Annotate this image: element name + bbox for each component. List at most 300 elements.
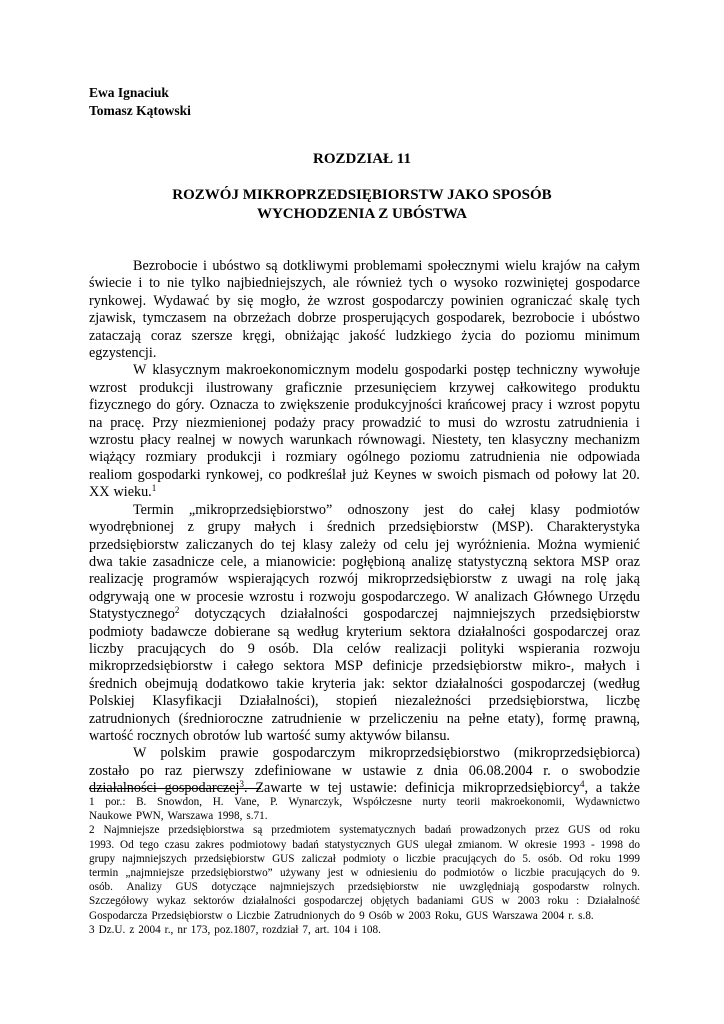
- word: sektor: [392, 675, 428, 692]
- word: gospodarczej$^3$.: [164, 779, 248, 797]
- word: i: [222, 658, 227, 675]
- chapter-number: ROZDZIAŁ 11: [313, 151, 411, 167]
- word: Dz.U.: [98, 923, 126, 936]
- word: -: [590, 838, 595, 851]
- word: w: [341, 762, 352, 779]
- word: wzrostu: [249, 588, 295, 605]
- word: definicje: [372, 658, 423, 675]
- word: „najmniejsze: [125, 867, 184, 880]
- word: wymienić: [584, 536, 640, 553]
- body-line: [89, 328, 640, 345]
- word: bilansu.: [405, 727, 450, 744]
- word: świecie: [89, 275, 132, 292]
- word: rozwiniętej: [504, 275, 569, 292]
- word: do: [628, 838, 640, 851]
- word: 1998: [600, 838, 623, 851]
- footnote-marker: 4: [579, 779, 585, 790]
- word: działalności: [242, 895, 296, 908]
- word: pogłębioną: [342, 553, 406, 570]
- word: i: [635, 414, 640, 431]
- word: odniesieniu: [365, 867, 418, 880]
- word: wspierania: [518, 640, 580, 657]
- word: Głównego: [533, 588, 593, 605]
- word: przez: [534, 824, 560, 837]
- word: obrotów: [193, 727, 241, 744]
- word: na: [213, 310, 227, 327]
- word: Vane,: [234, 796, 260, 808]
- body-line: [89, 641, 640, 658]
- word: dotyczących: [194, 606, 266, 623]
- word: pracy: [322, 414, 355, 431]
- word: obniżając: [284, 327, 340, 344]
- word: klasy: [530, 501, 561, 518]
- word: przedsiębiorstw: [347, 881, 419, 894]
- word: coraz: [150, 327, 182, 344]
- word: o: [226, 909, 233, 922]
- body-line: [89, 484, 640, 501]
- word: klasy: [302, 536, 333, 553]
- chapter-title: [0, 186, 724, 224]
- word: realiom: [89, 466, 133, 483]
- word: o: [439, 275, 447, 292]
- word: obrzeżach: [233, 310, 291, 327]
- word: podmiotowy: [229, 838, 287, 851]
- word: (według: [593, 675, 640, 692]
- word: według: [296, 623, 339, 640]
- word: prowadzonych: [460, 824, 527, 837]
- body-line: [89, 537, 640, 554]
- word: również: [356, 275, 402, 292]
- word: one: [154, 588, 175, 605]
- word: produktu: [588, 379, 640, 396]
- word: Polskiej: [89, 693, 135, 710]
- word: najbiedniejszych,: [227, 275, 326, 292]
- footnote-line: [89, 909, 640, 923]
- word: cele,: [220, 553, 247, 570]
- word: musi: [447, 414, 476, 431]
- word: Działalności),: [239, 693, 319, 710]
- word: średnich: [326, 519, 376, 536]
- body-line: [89, 449, 640, 466]
- word: całkowitego: [507, 379, 577, 396]
- word: ten: [487, 432, 506, 449]
- word: przedsiębiorstwa: [168, 824, 245, 837]
- word: Analizy: [126, 881, 162, 894]
- word: Można: [537, 536, 577, 553]
- word: dobrze: [297, 310, 337, 327]
- word: już: [351, 466, 369, 483]
- word: GUS: [272, 852, 295, 865]
- word: pierwszy: [192, 762, 244, 779]
- word: gospodarek,: [436, 310, 506, 327]
- word: wzrostu: [505, 414, 551, 431]
- word: tych: [615, 292, 640, 309]
- word: prawie: [219, 745, 259, 762]
- word: formę: [552, 710, 587, 727]
- word: są: [277, 623, 290, 640]
- body-line: [89, 745, 640, 762]
- footnote-line: [89, 852, 640, 866]
- word: tych: [408, 275, 434, 292]
- body-line: [89, 467, 640, 484]
- word: działalności: [280, 606, 349, 623]
- word: najmniejszych: [269, 881, 335, 894]
- word: wspierających: [228, 571, 310, 588]
- word: na: [561, 571, 575, 588]
- word: ubóstwo: [591, 310, 640, 327]
- word: Działalność: [587, 895, 640, 908]
- word: z: [501, 571, 508, 588]
- word: etaty),: [507, 710, 544, 727]
- word: przesunięciem: [354, 379, 437, 396]
- word: 108.: [361, 923, 381, 936]
- word: zdefiniowane: [254, 762, 332, 779]
- word: 5.: [522, 852, 531, 865]
- word: przeliczeniu: [368, 710, 439, 727]
- word: produkcyjności: [354, 397, 443, 414]
- body-text: [89, 258, 640, 798]
- word: do: [424, 867, 437, 880]
- word: statystyczną: [457, 553, 528, 570]
- word: ulegał: [424, 838, 453, 851]
- word: makroekonomicznym: [226, 362, 350, 379]
- word: sektora: [409, 623, 451, 640]
- word: statystycznych: [324, 838, 391, 851]
- word: Zawarte: [255, 780, 302, 797]
- word: do: [501, 327, 516, 344]
- word: rolnych.: [602, 881, 640, 894]
- word: w: [350, 710, 361, 727]
- word: na: [586, 258, 600, 274]
- word: oraz: [615, 553, 640, 570]
- word: mikroprzedsiębiorstwo: [369, 745, 500, 762]
- word: wywołuje: [584, 362, 640, 379]
- word: H.: [212, 796, 224, 808]
- word: rozmiary: [145, 449, 197, 466]
- word: dodatkowo: [205, 675, 269, 692]
- word: :: [576, 895, 580, 908]
- word: działalności: [435, 675, 503, 692]
- body-line: [89, 693, 640, 710]
- word: rolę: [584, 571, 607, 588]
- word: poziomu: [410, 449, 460, 466]
- word: okresie: [524, 838, 557, 851]
- word: problemami: [353, 258, 423, 274]
- word: zatrudnionych: [89, 710, 171, 727]
- word: przedsiębiorstwo”: [191, 867, 273, 880]
- word: „mikroprzedsiębiorstwo”: [188, 501, 333, 518]
- word: do: [504, 852, 516, 865]
- word: Wydawnictwo: [575, 796, 640, 808]
- word: (mikroprzedsiębiorca): [513, 745, 640, 762]
- word: ustawie:: [349, 780, 398, 797]
- word: liczbie: [514, 867, 545, 880]
- word: swoich: [437, 466, 478, 483]
- word: i: [309, 519, 314, 536]
- word: gospodarczej: [363, 606, 439, 623]
- word: nowych: [238, 432, 284, 449]
- word: sumy: [314, 727, 346, 744]
- word: Roku,: [434, 909, 462, 922]
- word: 9.: [631, 867, 640, 880]
- word: by: [216, 292, 231, 309]
- body-line: [89, 676, 640, 693]
- word: do: [458, 501, 474, 518]
- word: podaży: [274, 414, 316, 431]
- word: a: [595, 780, 603, 797]
- word: pracujących: [551, 867, 606, 880]
- word: czasu: [164, 838, 190, 851]
- word: prowadzić: [362, 414, 422, 431]
- word: s.8.: [578, 909, 594, 922]
- word: liczbie: [405, 852, 436, 865]
- word: Osób: [368, 909, 393, 922]
- body-line: [89, 728, 640, 745]
- chapter-title-line: WYCHODZENIA Z UBÓSTWA: [256, 206, 468, 222]
- word: r.: [568, 909, 575, 922]
- word: co: [268, 466, 282, 483]
- word: 1993.: [89, 838, 115, 851]
- word: podmiotów: [443, 867, 495, 880]
- word: gospodarczej: [303, 895, 363, 908]
- body-line: [89, 554, 640, 571]
- word: Wynarczyk,: [288, 796, 343, 808]
- body-line: [89, 432, 640, 449]
- word: w: [350, 867, 359, 880]
- word: 3: [89, 923, 95, 936]
- word: 06.08.2004: [468, 762, 533, 779]
- word: wieku.$^1$: [113, 483, 157, 501]
- word: od: [599, 824, 611, 837]
- chapter-title-line: ROZWÓJ MIKROPRZEDSIĘBIORSTW JAKO SPOSÓB: [172, 187, 552, 203]
- word: W: [455, 588, 469, 605]
- word: gospodarczym: [272, 745, 356, 762]
- authors: [89, 84, 191, 120]
- word: do: [219, 640, 234, 657]
- word: małych: [254, 519, 296, 536]
- word: Zatrudnionych: [274, 909, 340, 922]
- word: lat: [602, 466, 617, 483]
- body-line: [89, 571, 640, 588]
- word: Warszawa: [167, 810, 214, 823]
- word: Od: [120, 838, 134, 851]
- word: do: [260, 536, 275, 553]
- word: Szczegółowy: [89, 895, 149, 908]
- word: W: [133, 745, 147, 762]
- word: jej: [435, 536, 450, 553]
- word: przedsiębiorstw: [432, 658, 523, 675]
- word: życia: [461, 327, 492, 344]
- word: sektora: [283, 658, 325, 675]
- word: ilustrowany: [206, 379, 274, 396]
- word: rozwoju: [593, 640, 640, 657]
- word: niezależności: [394, 693, 472, 710]
- word: ludzkiego: [395, 327, 452, 344]
- word: dnia: [433, 762, 459, 779]
- word: stopień: [336, 693, 378, 710]
- word: postęp: [473, 362, 511, 379]
- word: krajów: [541, 258, 582, 274]
- word: uwzględniają: [459, 881, 520, 894]
- body-line: [89, 624, 640, 641]
- word: kręgi,: [242, 327, 276, 344]
- word: są: [253, 824, 263, 837]
- word: Warszawa: [492, 909, 538, 922]
- word: 9: [359, 909, 365, 922]
- word: i: [299, 588, 304, 605]
- word: wiążący: [89, 449, 136, 466]
- word: GUS: [396, 838, 419, 851]
- word: art.: [314, 923, 330, 936]
- word: Wydawać: [153, 292, 210, 309]
- word: zatrudnienie: [271, 710, 342, 727]
- word: w: [501, 895, 510, 908]
- word: zaliczał: [301, 852, 336, 865]
- word: poz.1807,: [214, 923, 259, 936]
- word: prosperujących: [342, 310, 430, 327]
- word: realizację: [89, 571, 144, 588]
- word: bezrobocie: [512, 310, 575, 327]
- word: zatrudnienia: [558, 414, 629, 431]
- word: poziomu: [525, 327, 575, 344]
- word: liczby: [89, 640, 124, 657]
- word: na: [89, 414, 103, 431]
- word: graficznie: [285, 379, 343, 396]
- word: pracę.: [110, 414, 145, 431]
- word: Termin: [133, 501, 174, 518]
- word: na: [446, 710, 461, 727]
- word: W: [133, 362, 147, 379]
- word: dwa: [89, 553, 113, 570]
- word: tymczasem: [142, 310, 207, 327]
- word: pracujących: [442, 852, 497, 865]
- word: nie: [166, 275, 185, 292]
- word: GUS: [465, 909, 489, 922]
- word: zależy: [339, 536, 377, 553]
- word: kryterium: [346, 623, 403, 640]
- word: mianowicie:: [265, 553, 336, 570]
- word: liczbę: [606, 693, 640, 710]
- word: 1998,: [217, 810, 243, 823]
- word: wartość: [89, 727, 134, 744]
- word: roku: [619, 824, 640, 837]
- word: GUS: [471, 895, 494, 908]
- body-line: [89, 502, 640, 519]
- word: Gospodarcza: [89, 909, 148, 922]
- word: celów: [346, 640, 381, 657]
- body-line: [89, 763, 640, 780]
- word: teorii: [456, 796, 481, 808]
- word: realizacji: [394, 640, 447, 657]
- word: najmniejszych: [122, 852, 187, 865]
- word: takie: [276, 675, 304, 692]
- word: 20.: [622, 466, 640, 483]
- word: 2: [89, 824, 95, 837]
- word: całego: [236, 658, 274, 675]
- word: nie: [432, 881, 446, 894]
- word: Dla: [312, 640, 334, 657]
- word: Statystycznego$^2$: [89, 605, 180, 623]
- word: gospodarczej: [510, 675, 586, 692]
- word: modelu: [355, 362, 399, 379]
- word: sektora: [533, 553, 575, 570]
- word: r.: [543, 762, 551, 779]
- word: raz: [164, 762, 183, 779]
- word: przedsiębiorstw: [194, 852, 265, 865]
- word: MSP: [334, 658, 363, 675]
- word: to: [263, 397, 275, 414]
- word: Od: [569, 852, 583, 865]
- body-line: [89, 589, 640, 606]
- word: o: [501, 867, 508, 880]
- word: realnej: [177, 432, 216, 449]
- word: ograniczać: [510, 292, 573, 309]
- word: polityki: [460, 640, 505, 657]
- word: dobierane: [214, 623, 271, 640]
- word: zasadnicze: [152, 553, 215, 570]
- word: płacy: [140, 432, 171, 449]
- word: krańcowej: [447, 397, 507, 414]
- word: zakres: [195, 838, 224, 851]
- body-line: [89, 519, 640, 536]
- word: Snowdon,: [156, 796, 203, 808]
- word: do: [483, 414, 498, 431]
- word: rozwoju: [309, 588, 356, 605]
- word: sektorów: [193, 895, 235, 908]
- word: w: [396, 909, 405, 922]
- word: osób.: [537, 852, 562, 865]
- word: (MSP).: [492, 519, 534, 536]
- word: zjawisk,: [89, 310, 136, 327]
- word: góry.: [175, 397, 205, 414]
- footnote-line: [89, 823, 640, 837]
- word: systematycznych: [339, 824, 416, 837]
- word: Naukowe: [89, 810, 132, 823]
- word: definicja: [405, 780, 455, 797]
- word: w: [309, 780, 320, 797]
- word: s.71.: [246, 810, 268, 823]
- word: o: [393, 852, 399, 865]
- word: gospodarczy: [371, 292, 444, 309]
- body-line: [89, 345, 640, 362]
- word: mechanizm: [574, 432, 640, 449]
- word: jest: [424, 501, 444, 518]
- word: analizę: [411, 553, 452, 570]
- word: celu: [404, 536, 429, 553]
- body-line: [89, 293, 640, 310]
- word: techniczny: [516, 362, 579, 379]
- word: pełne: [468, 710, 500, 727]
- word: zwiększenie: [280, 397, 350, 414]
- word: średnich: [89, 675, 138, 692]
- word: 2003: [517, 895, 540, 908]
- word: i: [635, 658, 640, 675]
- footnote-marker: 1: [151, 483, 157, 494]
- word: Przedsiębiorstw: [151, 909, 223, 922]
- word: i: [202, 258, 207, 274]
- word: przedsiębiorstw: [388, 519, 479, 536]
- word: jaką: [616, 571, 640, 588]
- word: gospodarstw: [532, 881, 590, 894]
- word: przedsiębiorstwa,: [488, 693, 589, 710]
- word: działalności: [457, 623, 526, 640]
- word: egzystencji.: [89, 345, 157, 362]
- body-line: [89, 658, 640, 675]
- word: powinien: [450, 292, 504, 309]
- word: najmniejszych: [453, 606, 536, 623]
- word: i: [581, 310, 586, 327]
- word: Liczbie: [236, 909, 271, 922]
